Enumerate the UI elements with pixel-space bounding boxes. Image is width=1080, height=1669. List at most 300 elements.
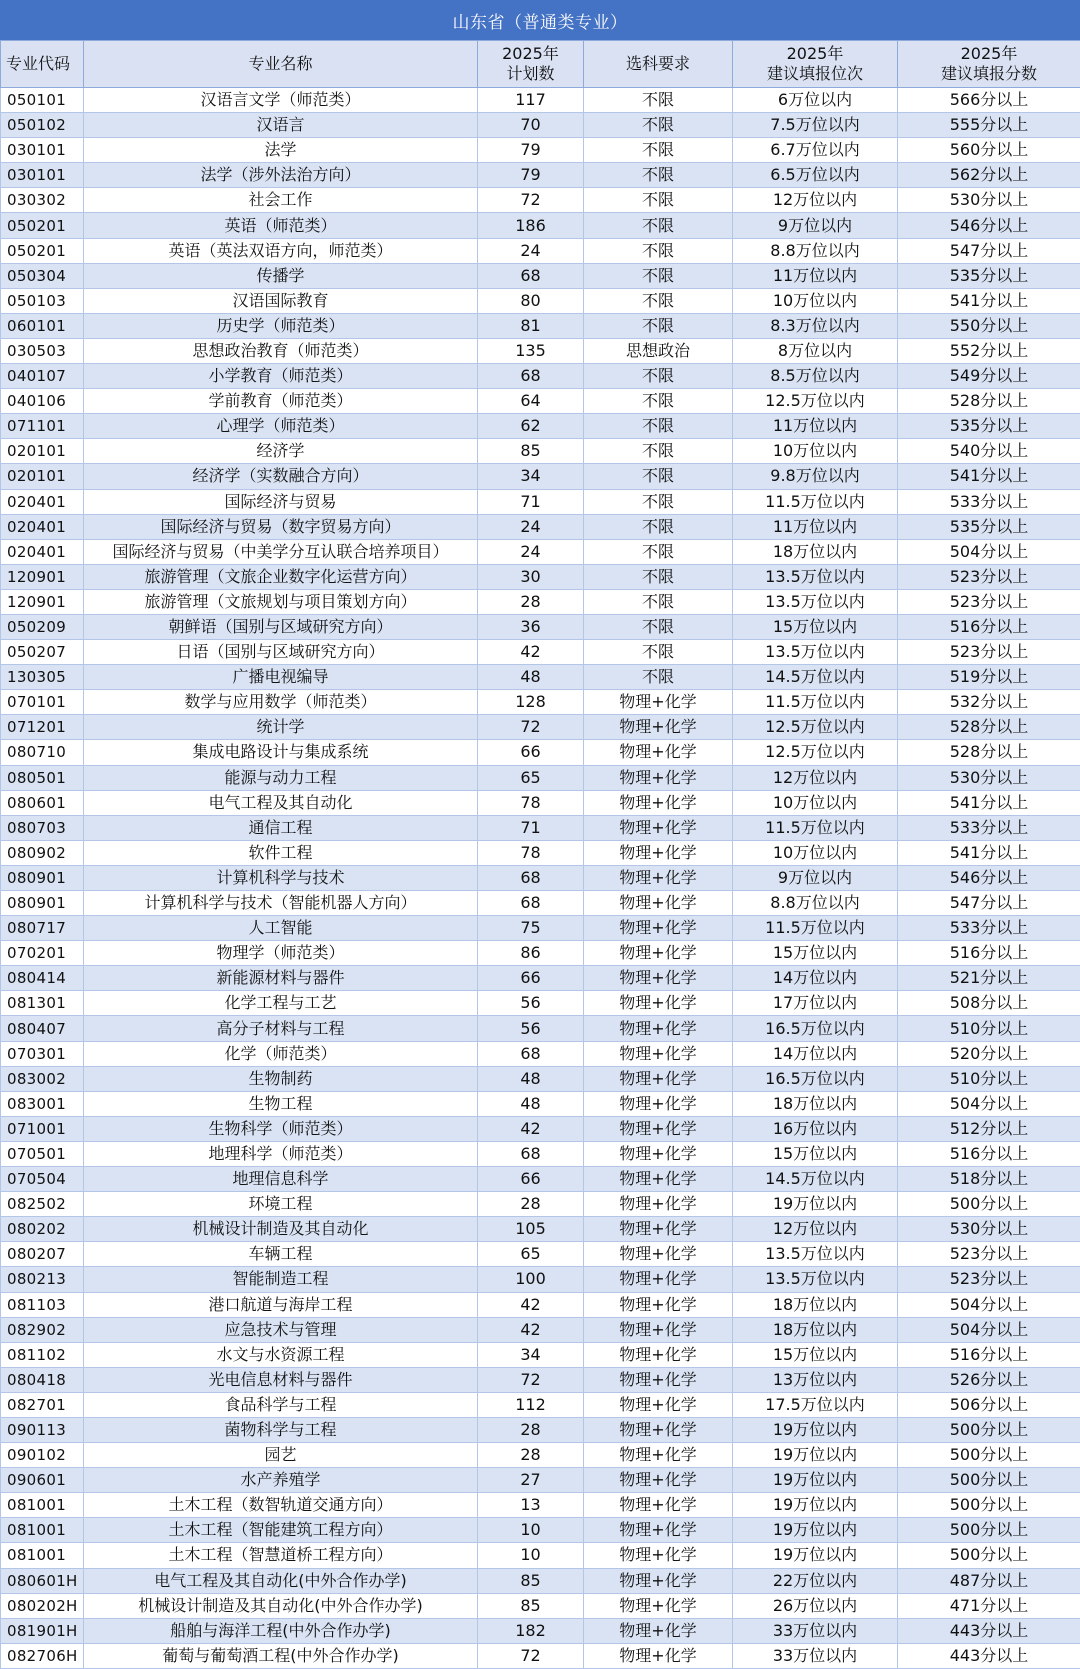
- cell-subject: 物理+化学: [584, 1568, 733, 1593]
- cell-plan: 66: [478, 966, 584, 991]
- cell-code: 050209: [1, 614, 84, 639]
- cell-code: 083002: [1, 1066, 84, 1091]
- table-row: [1, 1041, 1080, 1066]
- cell-name: 法学: [84, 138, 478, 163]
- cell-rank: 15万位以内: [733, 941, 898, 966]
- cell-rank: 8.8万位以内: [733, 891, 898, 916]
- cell-name: 智能制造工程: [84, 1267, 478, 1292]
- cell-subject: 物理+化学: [584, 715, 733, 740]
- cell-score: 500分以上: [898, 1543, 1080, 1568]
- cell-code: 020101: [1, 464, 84, 489]
- cell-subject: 不限: [584, 640, 733, 665]
- cell-rank: 12万位以内: [733, 188, 898, 213]
- cell-subject: 物理+化学: [584, 1091, 733, 1116]
- cell-rank: 22万位以内: [733, 1568, 898, 1593]
- cell-code: 090601: [1, 1468, 84, 1493]
- cell-score: 504分以上: [898, 1292, 1080, 1317]
- cell-subject: 物理+化学: [584, 1518, 733, 1543]
- cell-score: 533分以上: [898, 815, 1080, 840]
- cell-rank: 19万位以内: [733, 1468, 898, 1493]
- cell-rank: 11.5万位以内: [733, 916, 898, 941]
- cell-rank: 19万位以内: [733, 1493, 898, 1518]
- cell-plan: 68: [478, 865, 584, 890]
- cell-subject: 物理+化学: [584, 1167, 733, 1192]
- cell-name: 水产养殖学: [84, 1468, 478, 1493]
- cell-rank: 8万位以内: [733, 338, 898, 363]
- cell-code: 060101: [1, 313, 84, 338]
- cell-score: 512分以上: [898, 1116, 1080, 1141]
- header-score-line2: 建议填报分数: [898, 64, 1080, 84]
- cell-code: 050103: [1, 288, 84, 313]
- cell-code: 070301: [1, 1041, 84, 1066]
- table-row: [1, 514, 1080, 539]
- cell-score: 549分以上: [898, 364, 1080, 389]
- cell-name: 机械设计制造及其自动化: [84, 1217, 478, 1242]
- cell-subject: 物理+化学: [584, 1593, 733, 1618]
- table-row: [1, 564, 1080, 589]
- table-row: [1, 1192, 1080, 1217]
- cell-plan: 72: [478, 1643, 584, 1668]
- table-row: [1, 1317, 1080, 1342]
- cell-code: 050304: [1, 263, 84, 288]
- cell-subject: 不限: [584, 238, 733, 263]
- table-row: [1, 313, 1080, 338]
- cell-rank: 14.5万位以内: [733, 1167, 898, 1192]
- cell-code: 120901: [1, 564, 84, 589]
- cell-score: 530分以上: [898, 765, 1080, 790]
- cell-score: 516分以上: [898, 941, 1080, 966]
- table-row: [1, 1242, 1080, 1267]
- table-row: [1, 414, 1080, 439]
- cell-code: 083001: [1, 1091, 84, 1116]
- cell-subject: 物理+化学: [584, 1242, 733, 1267]
- cell-plan: 100: [478, 1267, 584, 1292]
- cell-rank: 19万位以内: [733, 1518, 898, 1543]
- cell-rank: 10万位以内: [733, 439, 898, 464]
- cell-code: 080407: [1, 1016, 84, 1041]
- table-row: [1, 1443, 1080, 1468]
- cell-code: 080902: [1, 840, 84, 865]
- cell-subject: 物理+化学: [584, 740, 733, 765]
- cell-score: 500分以上: [898, 1493, 1080, 1518]
- cell-name: 高分子材料与工程: [84, 1016, 478, 1041]
- cell-code: 070201: [1, 941, 84, 966]
- cell-subject: 物理+化学: [584, 1141, 733, 1166]
- cell-name: 园艺: [84, 1443, 478, 1468]
- cell-name: 社会工作: [84, 188, 478, 213]
- cell-code: 080207: [1, 1242, 84, 1267]
- header-subject: 选科要求: [584, 41, 733, 88]
- cell-score: 562分以上: [898, 163, 1080, 188]
- cell-subject: 物理+化学: [584, 690, 733, 715]
- cell-plan: 117: [478, 88, 584, 113]
- table-row: [1, 1217, 1080, 1242]
- cell-plan: 72: [478, 715, 584, 740]
- cell-code: 020101: [1, 439, 84, 464]
- cell-score: 541分以上: [898, 288, 1080, 313]
- cell-subject: 不限: [584, 439, 733, 464]
- cell-rank: 10万位以内: [733, 840, 898, 865]
- cell-plan: 62: [478, 414, 584, 439]
- cell-plan: 28: [478, 1417, 584, 1442]
- header-plan-line1: 2025年: [478, 44, 583, 64]
- cell-score: 520分以上: [898, 1041, 1080, 1066]
- cell-rank: 6.5万位以内: [733, 163, 898, 188]
- cell-name: 汉语国际教育: [84, 288, 478, 313]
- cell-code: 120901: [1, 589, 84, 614]
- table-row: [1, 1417, 1080, 1442]
- cell-plan: 71: [478, 489, 584, 514]
- header-plan-line2: 计划数: [478, 64, 583, 84]
- cell-name: 地理信息科学: [84, 1167, 478, 1192]
- cell-subject: 物理+化学: [584, 1493, 733, 1518]
- cell-plan: 42: [478, 640, 584, 665]
- cell-code: 071001: [1, 1116, 84, 1141]
- cell-name: 经济学: [84, 439, 478, 464]
- cell-rank: 13.5万位以内: [733, 1242, 898, 1267]
- table-row: [1, 1116, 1080, 1141]
- table-row: [1, 840, 1080, 865]
- cell-plan: 28: [478, 1443, 584, 1468]
- cell-name: 生物科学（师范类）: [84, 1116, 478, 1141]
- cell-score: 560分以上: [898, 138, 1080, 163]
- cell-score: 566分以上: [898, 88, 1080, 113]
- cell-rank: 10万位以内: [733, 288, 898, 313]
- cell-code: 020401: [1, 514, 84, 539]
- cell-plan: 85: [478, 439, 584, 464]
- cell-subject: 物理+化学: [584, 815, 733, 840]
- cell-rank: 11万位以内: [733, 263, 898, 288]
- cell-score: 541分以上: [898, 464, 1080, 489]
- cell-subject: 物理+化学: [584, 941, 733, 966]
- table-row: [1, 790, 1080, 815]
- table-row: [1, 865, 1080, 890]
- cell-code: 070501: [1, 1141, 84, 1166]
- cell-name: 旅游管理（文旅企业数字化运营方向）: [84, 564, 478, 589]
- cell-score: 528分以上: [898, 715, 1080, 740]
- cell-plan: 48: [478, 1066, 584, 1091]
- cell-rank: 11.5万位以内: [733, 489, 898, 514]
- cell-plan: 80: [478, 288, 584, 313]
- cell-name: 化学（师范类）: [84, 1041, 478, 1066]
- cell-rank: 7.5万位以内: [733, 113, 898, 138]
- cell-rank: 13.5万位以内: [733, 1267, 898, 1292]
- cell-subject: 不限: [584, 213, 733, 238]
- cell-score: 471分以上: [898, 1593, 1080, 1618]
- cell-rank: 13.5万位以内: [733, 589, 898, 614]
- cell-rank: 19万位以内: [733, 1417, 898, 1442]
- cell-subject: 物理+化学: [584, 1016, 733, 1041]
- cell-name: 朝鲜语（国别与区域研究方向）: [84, 614, 478, 639]
- cell-rank: 9.8万位以内: [733, 464, 898, 489]
- cell-subject: 不限: [584, 313, 733, 338]
- cell-subject: 不限: [584, 163, 733, 188]
- cell-name: 车辆工程: [84, 1242, 478, 1267]
- cell-plan: 34: [478, 1342, 584, 1367]
- cell-score: 500分以上: [898, 1468, 1080, 1493]
- cell-score: 523分以上: [898, 1267, 1080, 1292]
- cell-score: 533分以上: [898, 489, 1080, 514]
- cell-subject: 物理+化学: [584, 1317, 733, 1342]
- cell-plan: 28: [478, 589, 584, 614]
- cell-rank: 19万位以内: [733, 1543, 898, 1568]
- cell-subject: 物理+化学: [584, 1367, 733, 1392]
- cell-subject: 物理+化学: [584, 790, 733, 815]
- cell-rank: 18万位以内: [733, 1292, 898, 1317]
- cell-subject: 物理+化学: [584, 765, 733, 790]
- cell-code: 040106: [1, 389, 84, 414]
- cell-plan: 105: [478, 1217, 584, 1242]
- cell-plan: 85: [478, 1593, 584, 1618]
- cell-code: 080414: [1, 966, 84, 991]
- cell-code: 050201: [1, 238, 84, 263]
- cell-rank: 18万位以内: [733, 1317, 898, 1342]
- cell-rank: 13万位以内: [733, 1367, 898, 1392]
- cell-score: 523分以上: [898, 640, 1080, 665]
- cell-code: 082502: [1, 1192, 84, 1217]
- cell-plan: 78: [478, 790, 584, 815]
- cell-subject: 物理+化学: [584, 865, 733, 890]
- cell-plan: 79: [478, 138, 584, 163]
- cell-name: 软件工程: [84, 840, 478, 865]
- cell-subject: 物理+化学: [584, 1217, 733, 1242]
- cell-plan: 64: [478, 389, 584, 414]
- cell-subject: 物理+化学: [584, 1267, 733, 1292]
- table-row: [1, 464, 1080, 489]
- cell-subject: 物理+化学: [584, 1468, 733, 1493]
- cell-plan: 48: [478, 665, 584, 690]
- table-row: [1, 1091, 1080, 1116]
- cell-code: 040107: [1, 364, 84, 389]
- header-code: 专业代码: [1, 41, 84, 88]
- cell-plan: 75: [478, 916, 584, 941]
- cell-rank: 6.7万位以内: [733, 138, 898, 163]
- cell-code: 081301: [1, 991, 84, 1016]
- cell-score: 516分以上: [898, 1342, 1080, 1367]
- cell-code: 080601H: [1, 1568, 84, 1593]
- cell-score: 541分以上: [898, 840, 1080, 865]
- table-row: [1, 1267, 1080, 1292]
- cell-subject: 不限: [584, 464, 733, 489]
- cell-plan: 72: [478, 188, 584, 213]
- header-score: [898, 41, 1080, 88]
- cell-rank: 14.5万位以内: [733, 665, 898, 690]
- cell-name: 物理学（师范类）: [84, 941, 478, 966]
- cell-plan: 86: [478, 941, 584, 966]
- cell-plan: 42: [478, 1292, 584, 1317]
- cell-score: 541分以上: [898, 790, 1080, 815]
- cell-code: 030101: [1, 163, 84, 188]
- cell-plan: 112: [478, 1392, 584, 1417]
- cell-subject: 不限: [584, 113, 733, 138]
- cell-rank: 6万位以内: [733, 88, 898, 113]
- cell-score: 519分以上: [898, 665, 1080, 690]
- cell-rank: 9万位以内: [733, 865, 898, 890]
- table-row: [1, 1568, 1080, 1593]
- cell-code: 020401: [1, 539, 84, 564]
- cell-rank: 12.5万位以内: [733, 715, 898, 740]
- cell-rank: 16.5万位以内: [733, 1016, 898, 1041]
- cell-score: 510分以上: [898, 1016, 1080, 1041]
- cell-code: 090113: [1, 1417, 84, 1442]
- cell-score: 518分以上: [898, 1167, 1080, 1192]
- cell-rank: 11.5万位以内: [733, 690, 898, 715]
- table-row: [1, 1392, 1080, 1417]
- cell-name: 集成电路设计与集成系统: [84, 740, 478, 765]
- cell-code: 030503: [1, 338, 84, 363]
- cell-code: 080501: [1, 765, 84, 790]
- cell-score: 535分以上: [898, 514, 1080, 539]
- cell-name: 国际经济与贸易（中美学分互认联合培养项目）: [84, 539, 478, 564]
- cell-rank: 16万位以内: [733, 1116, 898, 1141]
- table-row: [1, 991, 1080, 1016]
- cell-name: 菌物科学与工程: [84, 1417, 478, 1442]
- table-row: [1, 1518, 1080, 1543]
- cell-plan: 68: [478, 263, 584, 288]
- cell-rank: 17万位以内: [733, 991, 898, 1016]
- table-row: [1, 740, 1080, 765]
- cell-plan: 68: [478, 891, 584, 916]
- cell-rank: 8.3万位以内: [733, 313, 898, 338]
- cell-score: 540分以上: [898, 439, 1080, 464]
- cell-rank: 26万位以内: [733, 1593, 898, 1618]
- cell-subject: 不限: [584, 539, 733, 564]
- cell-score: 443分以上: [898, 1643, 1080, 1668]
- cell-code: 080703: [1, 815, 84, 840]
- cell-plan: 65: [478, 765, 584, 790]
- cell-name: 土木工程（智慧道桥工程方向）: [84, 1543, 478, 1568]
- cell-name: 汉语言文学（师范类）: [84, 88, 478, 113]
- cell-name: 环境工程: [84, 1192, 478, 1217]
- header-name: 专业名称: [84, 41, 478, 88]
- cell-name: 经济学（实数融合方向）: [84, 464, 478, 489]
- table-row: [1, 765, 1080, 790]
- header-rank-line2: 建议填报位次: [733, 64, 897, 84]
- cell-name: 数学与应用数学（师范类）: [84, 690, 478, 715]
- cell-code: 071201: [1, 715, 84, 740]
- cell-rank: 15万位以内: [733, 1342, 898, 1367]
- cell-rank: 9万位以内: [733, 213, 898, 238]
- cell-code: 130305: [1, 665, 84, 690]
- cell-subject: 物理+化学: [584, 916, 733, 941]
- cell-code: 081102: [1, 1342, 84, 1367]
- table-row: [1, 665, 1080, 690]
- cell-name: 心理学（师范类）: [84, 414, 478, 439]
- cell-code: 080213: [1, 1267, 84, 1292]
- cell-name: 英语（师范类）: [84, 213, 478, 238]
- cell-score: 523分以上: [898, 564, 1080, 589]
- cell-plan: 68: [478, 1141, 584, 1166]
- cell-plan: 28: [478, 1192, 584, 1217]
- cell-rank: 17.5万位以内: [733, 1392, 898, 1417]
- table-row: [1, 263, 1080, 288]
- table-row: [1, 916, 1080, 941]
- cell-subject: 不限: [584, 288, 733, 313]
- cell-code: 080901: [1, 865, 84, 890]
- table-row: [1, 815, 1080, 840]
- cell-code: 080901: [1, 891, 84, 916]
- cell-subject: 物理+化学: [584, 1543, 733, 1568]
- table-row: [1, 1141, 1080, 1166]
- table-row: [1, 539, 1080, 564]
- cell-name: 土木工程（数智轨道交通方向）: [84, 1493, 478, 1518]
- cell-score: 443分以上: [898, 1618, 1080, 1643]
- cell-subject: 不限: [584, 364, 733, 389]
- cell-name: 化学工程与工艺: [84, 991, 478, 1016]
- cell-code: 080710: [1, 740, 84, 765]
- cell-name: 汉语言: [84, 113, 478, 138]
- cell-plan: 68: [478, 1041, 584, 1066]
- table-row: [1, 891, 1080, 916]
- cell-name: 电气工程及其自动化(中外合作办学): [84, 1568, 478, 1593]
- cell-plan: 56: [478, 991, 584, 1016]
- table-body: [1, 88, 1080, 1669]
- cell-score: 547分以上: [898, 238, 1080, 263]
- cell-code: 050101: [1, 88, 84, 113]
- cell-code: 030302: [1, 188, 84, 213]
- table-row: [1, 489, 1080, 514]
- cell-plan: 10: [478, 1543, 584, 1568]
- table-row: [1, 1543, 1080, 1568]
- cell-score: 504分以上: [898, 1091, 1080, 1116]
- cell-plan: 34: [478, 464, 584, 489]
- cell-rank: 15万位以内: [733, 614, 898, 639]
- cell-name: 旅游管理（文旅规划与项目策划方向）: [84, 589, 478, 614]
- cell-subject: 物理+化学: [584, 1116, 733, 1141]
- cell-score: 516分以上: [898, 1141, 1080, 1166]
- cell-plan: 128: [478, 690, 584, 715]
- cell-score: 546分以上: [898, 865, 1080, 890]
- table-row: [1, 88, 1080, 113]
- cell-rank: 33万位以内: [733, 1643, 898, 1668]
- cell-rank: 15万位以内: [733, 1141, 898, 1166]
- cell-rank: 19万位以内: [733, 1443, 898, 1468]
- cell-plan: 36: [478, 614, 584, 639]
- cell-code: 050201: [1, 213, 84, 238]
- cell-plan: 48: [478, 1091, 584, 1116]
- cell-name: 思想政治教育（师范类）: [84, 338, 478, 363]
- cell-name: 传播学: [84, 263, 478, 288]
- header-rank: [733, 41, 898, 88]
- cell-plan: 135: [478, 338, 584, 363]
- cell-rank: 12.5万位以内: [733, 740, 898, 765]
- cell-name: 葡萄与葡萄酒工程(中外合作办学): [84, 1643, 478, 1668]
- cell-subject: 物理+化学: [584, 1443, 733, 1468]
- cell-subject: 物理+化学: [584, 966, 733, 991]
- cell-rank: 12万位以内: [733, 765, 898, 790]
- table-row: [1, 238, 1080, 263]
- cell-score: 508分以上: [898, 991, 1080, 1016]
- cell-subject: 物理+化学: [584, 991, 733, 1016]
- cell-rank: 11.5万位以内: [733, 815, 898, 840]
- cell-score: 510分以上: [898, 1066, 1080, 1091]
- cell-code: 081001: [1, 1543, 84, 1568]
- table-row: [1, 439, 1080, 464]
- cell-code: 082902: [1, 1317, 84, 1342]
- cell-plan: 27: [478, 1468, 584, 1493]
- cell-score: 526分以上: [898, 1367, 1080, 1392]
- cell-plan: 24: [478, 539, 584, 564]
- cell-score: 533分以上: [898, 916, 1080, 941]
- cell-code: 082706H: [1, 1643, 84, 1668]
- cell-name: 船舶与海洋工程(中外合作办学): [84, 1618, 478, 1643]
- cell-name: 小学教育（师范类）: [84, 364, 478, 389]
- cell-plan: 85: [478, 1568, 584, 1593]
- table-row: [1, 589, 1080, 614]
- cell-name: 英语（英法双语方向，师范类）: [84, 238, 478, 263]
- cell-code: 082701: [1, 1392, 84, 1417]
- cell-name: 国际经济与贸易: [84, 489, 478, 514]
